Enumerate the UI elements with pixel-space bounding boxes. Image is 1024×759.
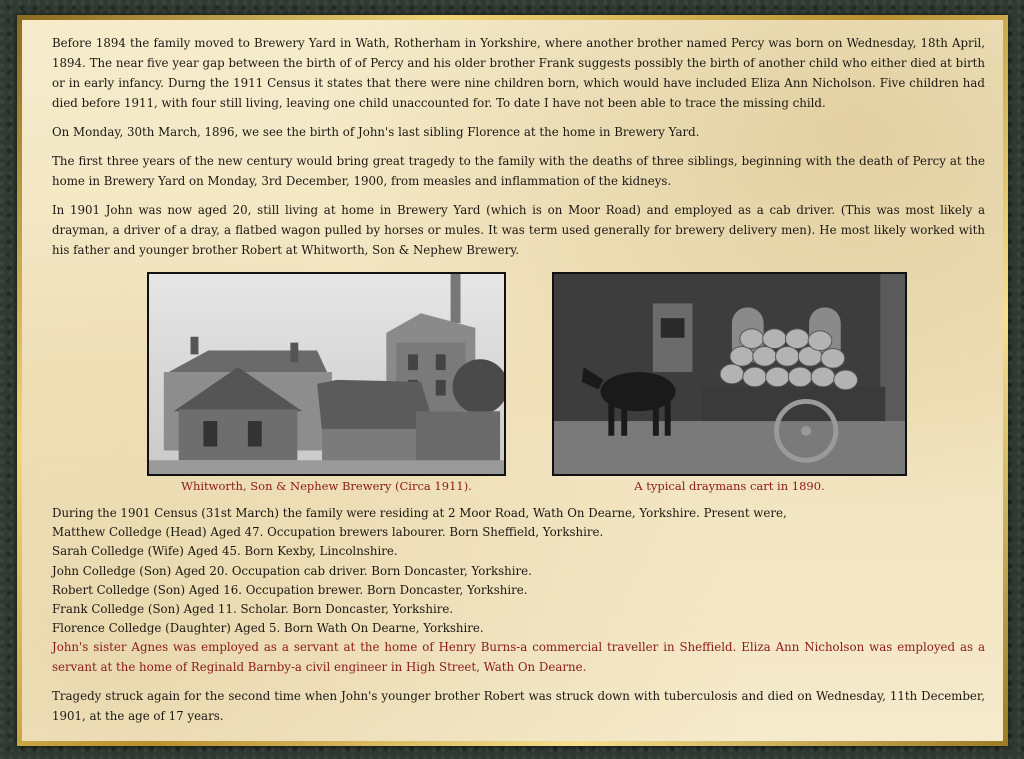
census-entry: Robert Colledge (Son) Aged 16. Occupation brewer. Born Doncaster, Yorkshire. xyxy=(52,582,528,597)
brewery-photo-caption: Whitworth, Son & Nephew Brewery (Circa 1911). xyxy=(181,479,472,493)
census-1901-section xyxy=(52,504,985,677)
brewery-photo-image xyxy=(149,274,504,474)
census-intro: During the 1901 Census (31st March) the family were residing at 2 Moor Road, Wath On Dearne, Yorkshire. Present were, xyxy=(52,506,787,520)
brewery-photo xyxy=(147,272,506,476)
photo-row xyxy=(52,272,985,504)
census-entry: Sarah Colledge (Wife) Aged 45. Born Kexby, Lincolnshire. xyxy=(52,544,398,559)
paragraph-robert-death: Tragedy struck again for the second time when John's younger brother Robert was struck down with tuberculosis and died on Wednesday, 11th December, 1901, at the age of 17 years. xyxy=(52,688,985,723)
dray-cart-photo-caption: A typical draymans cart in 1890. xyxy=(634,479,825,493)
dray-cart-photo xyxy=(552,272,907,476)
census-entry: Frank Colledge (Son) Aged 11. Scholar. Born Doncaster, Yorkshire. xyxy=(52,602,454,617)
gold-frame xyxy=(17,15,1008,746)
census-entry: Florence Colledge (Daughter) Aged 5. Born Wath On Dearne, Yorkshire. xyxy=(52,621,484,636)
paragraph-new-century: The first three years of the new century would bring great tragedy to the family with the deaths of three siblings, beginning with the death of Percy at the home in Brewery Yard on Monday, 3rd December, 1900, from measles and inflammation of the kidneys. xyxy=(52,154,985,188)
census-entry: John Colledge (Son) Aged 20. Occupation cab driver. Born Doncaster, Yorkshire. xyxy=(52,563,532,578)
dray-cart-photo-image xyxy=(554,274,905,474)
paragraph-1901-john: In 1901 John was now aged 20, still living at home in Brewery Yard (which is on Moor Road) and employed as a cab driver. (This was most likely a drayman, a driver of a dray, a flatbed wagon pulled by horses or mules. It was term used generally for brewery delivery men). He most likely worked with his father and younger brother Robert at Whitworth, Son & Nephew Brewery. xyxy=(52,203,985,257)
parchment-page xyxy=(22,20,1003,741)
servants-note: John's sister Agnes was employed as a servant at the home of Henry Burns-a commercial traveller in Sheffield. Eliza Ann Nicholson was employed as a servant at the home of Reginald Barnby-a civil engineer in High Street, Wath On Dearne. xyxy=(52,640,985,674)
paragraph-percy-birth: Before 1894 the family moved to Brewery Yard in Wath, Rotherham in Yorkshire, where another brother named Percy was born on Wednesday, 18th April, 1894. The near five year gap between the birth of of Percy and his older brother Frank suggests possibly the birth of another child who either died at birth or in early infancy. Durng the 1911 Census it states that there were nine children born, which would have included Eliza Ann Nicholson. Five children had died before 1911, with four still living, leaving one child unaccounted for. To date I have not been able to trace the missing child. xyxy=(52,36,985,110)
census-entry: Matthew Colledge (Head) Aged 47. Occupation brewers labourer. Born Sheffield, Yorkshire. xyxy=(52,525,604,540)
paragraph-florence-birth: On Monday, 30th March, 1896, we see the birth of John's last sibling Florence at the home in Brewery Yard. xyxy=(52,125,700,139)
